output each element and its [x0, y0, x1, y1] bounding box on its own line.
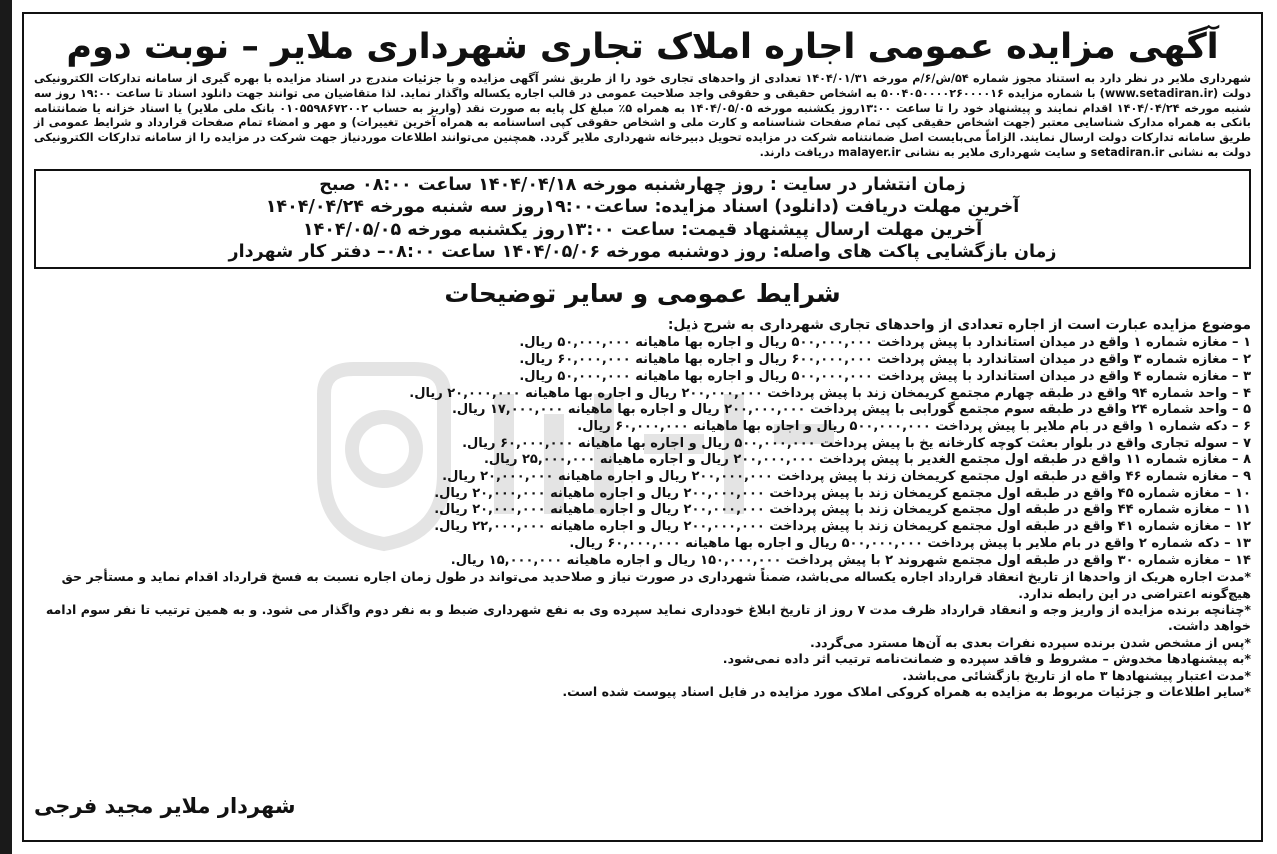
notice-frame: [22, 12, 1263, 842]
list-item: ۱ – مغازه شماره ۱ واقع در میدان استاندارد با پیش پرداخت ۵۰۰,۰۰۰,۰۰۰ ریال و اجاره بها ماهیانه ۵۰,۰۰۰,۰۰۰ ریال.: [519, 335, 1251, 351]
notes-section: [34, 569, 1251, 700]
conditions-heading: شرایط عمومی و سایر توضیحات: [444, 279, 841, 309]
list-item: ۶ – دکه شماره ۱ واقع در بام ملایر با پیش پرداخت ۵۰۰,۰۰۰,۰۰۰ ریال و اجاره بها ماهیانه ۶۰,۰۰۰,۰۰۰ ریال.: [577, 418, 1251, 434]
schedule-download-deadline: آخرین مهلت دریافت (دانلود) اسناد مزایده: ساعت۱۹:۰۰روز سه شنبه مورخه ۱۴۰۴/۰۴/۲۴: [265, 197, 1020, 218]
note-bid-validity: *مدت اعتبار پیشنهادها ۳ ماه از تاریخ بازگشائی می‌باشد.: [902, 667, 1251, 683]
note-lease-term: *مدت اجاره هریک از واحدها از تاریخ انعقاد قرارداد اجاره یکساله می‌باشد، ضمناً شهرداری در صورت نیاز و صلاحدید می‌تواند در طول زمان اجاره نسبت به فسخ قرارداد اقدام نماید و مستأجر حق هیچ‌گونه اعتراضی در این رابطه ندارد.: [61, 569, 1251, 601]
note-further-info: *سایر اطلاعات و جزئیات مربوط به مزایده به همراه کروکی املاک مورد مزایده در فایل اسناد پیوست شده است.: [562, 684, 1251, 700]
list-item: ۱۴ – مغازه شماره ۳۰ واقع در طبقه اول مجتمع شهروند ۲ با پیش پرداخت ۱۵۰,۰۰۰,۰۰۰ ریال و اجاره ماهیانه ۱۵,۰۰۰,۰۰۰ ریال.: [450, 552, 1251, 568]
notice-title: آگهی مزایده عمومی اجاره املاک تجاری شهرداری ملایر – نوبت دوم: [66, 27, 1219, 67]
schedule-bid-deadline: آخرین مهلت ارسال پیشنهاد قیمت: ساعت ۱۳:۰۰روز یکشنبه مورخه ۱۴۰۴/۰۵/۰۵: [302, 219, 983, 240]
list-item: ۸ – مغازه شماره ۱۱ واقع در طبقه اول مجتمع الغدیر با پیش پرداخت ۲۰۰,۰۰۰,۰۰۰ ریال و اجاره ماهیانه ۲۵,۰۰۰,۰۰۰ ریال.: [483, 452, 1251, 468]
list-item: ۵ – واحد شماره ۲۴ واقع در طبقه سوم مجتمع گورابی با پیش پرداخت ۲۰۰,۰۰۰,۰۰۰ ریال و اجاره بها ماهیانه ۱۷,۰۰۰,۰۰۰ ریال.: [451, 402, 1251, 418]
list-item: ۱۰ – مغازه شماره ۴۵ واقع در طبقه اول مجتمع کریمخان زند با پیش پرداخت ۲۰۰,۰۰۰,۰۰۰ ریال و اجاره ماهیانه ۲۰,۰۰۰,۰۰۰ ریال.: [434, 485, 1251, 501]
note-winner-obligation: *چنانچه برنده مزایده از واریز وجه و انعقاد قرارداد ظرف مدت ۷ روز از تاریخ ابلاغ خودداری نماید سپرده وی به نفع شهرداری ضبط و به نفر دوم واگذار می شود. و به همین ترتیب تا نفر سوم ادامه خواهد داشت.: [45, 602, 1251, 634]
note-deposit-refund: *پس از مشخص شدن برنده سپرده نفرات بعدی به آن‌ها مسترد می‌گردد.: [809, 634, 1251, 650]
schedule-box: [34, 169, 1251, 270]
list-item: ۲ – مغازه شماره ۳ واقع در میدان استاندارد با پیش پرداخت ۶۰۰,۰۰۰,۰۰۰ ریال و اجاره بها ماهیانه ۶۰,۰۰۰,۰۰۰ ریال.: [519, 352, 1251, 368]
schedule-publish-time: زمان انتشار در سایت : روز چهارشنبه مورخه ۱۴۰۴/۰۴/۱۸ ساعت ۰۸:۰۰ صبح: [319, 174, 966, 195]
list-item: ۴ – واحد شماره ۹۴ واقع در طبقه چهارم مجتمع کریمخان زند با پیش پرداخت ۲۰۰,۰۰۰,۰۰۰ ریال و اجاره بها ماهیانه ۲۰,۰۰۰,۰۰۰ ریال.: [409, 385, 1251, 401]
list-item: ۳ – مغازه شماره ۴ واقع در میدان استاندارد با پیش پرداخت ۵۰۰,۰۰۰,۰۰۰ ریال و اجاره بها ماهیانه ۵۰,۰۰۰,۰۰۰ ریال.: [519, 368, 1251, 384]
note-invalid-bids: *به پیشنهادها مخدوش – مشروط و فاقد سپرده و ضمانت‌نامه ترتیب اثر داده نمی‌شود.: [722, 651, 1251, 667]
list-item: ۱۳ – دکه شماره ۲ واقع در بام ملایر با پیش پرداخت ۵۰۰,۰۰۰,۰۰۰ ریال و اجاره بها ماهیانه ۶۰,۰۰۰,۰۰۰ ریال.: [569, 535, 1251, 551]
auction-subject: موضوع مزایده عبارت است از اجاره تعدادی از واحدهای تجاری شهرداری به شرح ذیل:: [667, 317, 1251, 334]
intro-paragraph: شهرداری ملایر در نظر دارد به استناد مجوز شماره ۵۴/ش/۶/م مورخه ۱۴۰۴/۰۱/۳۱ تعدادی از واحدهای تجاری خود را از طریق نشر آگهی مزایده و با جزئیات مندرج در اسناد مزایده با بهره گیری از سامانه تدارکات الکترونیکی دولت (www.setadiran.ir) با شماره مزایده ۵۰۰۴۰۵۰۰۰۰۲۶۰۰۰۰۱۶ به اشخاص حقیقی و حقوقی واجد صلاحیت عمومی در قالب اجاره یکساله واگذار نماید. لذا متقاضیان می توانند جهت دانلود اسناد تا ساعت ۱۹:۰۰ روز سه شنبه مورخه ۱۴۰۴/۰۴/۲۴ اقدام نمایند و پیشنهاد خود را تا ساعت ۱۳:۰۰روز یکشنبه مورخه ۱۴۰۴/۰۵/۰۵ به همراه ۵٪ مبلغ کل پایه به صورت نقد (واریز به حساب ۰۱۰۵۵۹۸۶۷۲۰۰۲ بانک ملی ملایر) یا اسناد خزانه یا ضمانتنامه بانکی به همراه مدارک شناسایی معتبر (جهت اشخاص حقیقی کپی تمام صفحات شناسنامه و کارت ملی و اشخاص حقوقی کپی اساسنامه به همراه آخرین تغییرات) و مهر و امضاء تمام صفحات قرارداد و شرایط عمومی از طریق سامانه تدارکات دولت ارسال نمایند. الزاماً می‌بایست اصل ضمانتنامه شرکت در مزایده تحویل دبیرخانه شهرداری ملایر گردد. همچنین می‌توانند اطلاعات موردنیاز جهت شرکت در مزایده را از سامانه تدارکات الکترونیکی دولت به نشانی setadiran.ir و سایت شهرداری ملایر به نشانی malayer.ir دریافت دارند.: [34, 72, 1252, 159]
property-list: [34, 335, 1251, 569]
list-item: ۹ – مغازه شماره ۴۶ واقع در طبقه اول مجتمع کریمخان زند با پیش پرداخت ۲۰۰,۰۰۰,۰۰۰ ریال و اجاره ماهیانه ۲۰,۰۰۰,۰۰۰ ریال.: [442, 469, 1251, 485]
list-item: ۱۲ – مغازه شماره ۴۱ واقع در طبقه اول مجتمع کریمخان زند با پیش پرداخت ۲۰۰,۰۰۰,۰۰۰ ریال و اجاره ماهیانه ۲۲,۰۰۰,۰۰۰ ریال.: [434, 519, 1251, 535]
notice-content: [34, 14, 1251, 840]
schedule-opening-time: زمان بازگشایی پاکت های واصله: روز دوشنبه مورخه ۱۴۰۴/۰۵/۰۶ ساعت ۰۸:۰۰– دفتر کار شهردار: [228, 242, 1057, 262]
list-item: ۷ – سوله تجاری واقع در بلوار بعثت کوچه کارخانه یخ با پیش پرداخت ۵۰۰,۰۰۰,۰۰۰ ریال و اجاره بها ماهیانه ۶۰,۰۰۰,۰۰۰ ریال.: [462, 435, 1251, 451]
mayor-signature: شهردار ملایر مجید فرجی: [34, 794, 296, 818]
list-item: ۱۱ – مغازه شماره ۴۴ واقع در طبقه اول مجتمع کریمخان زند با پیش پرداخت ۲۰۰,۰۰۰,۰۰۰ ریال و اجاره ماهیانه ۲۰,۰۰۰,۰۰۰ ریال.: [434, 502, 1251, 518]
left-edge-strip: [0, 0, 12, 854]
